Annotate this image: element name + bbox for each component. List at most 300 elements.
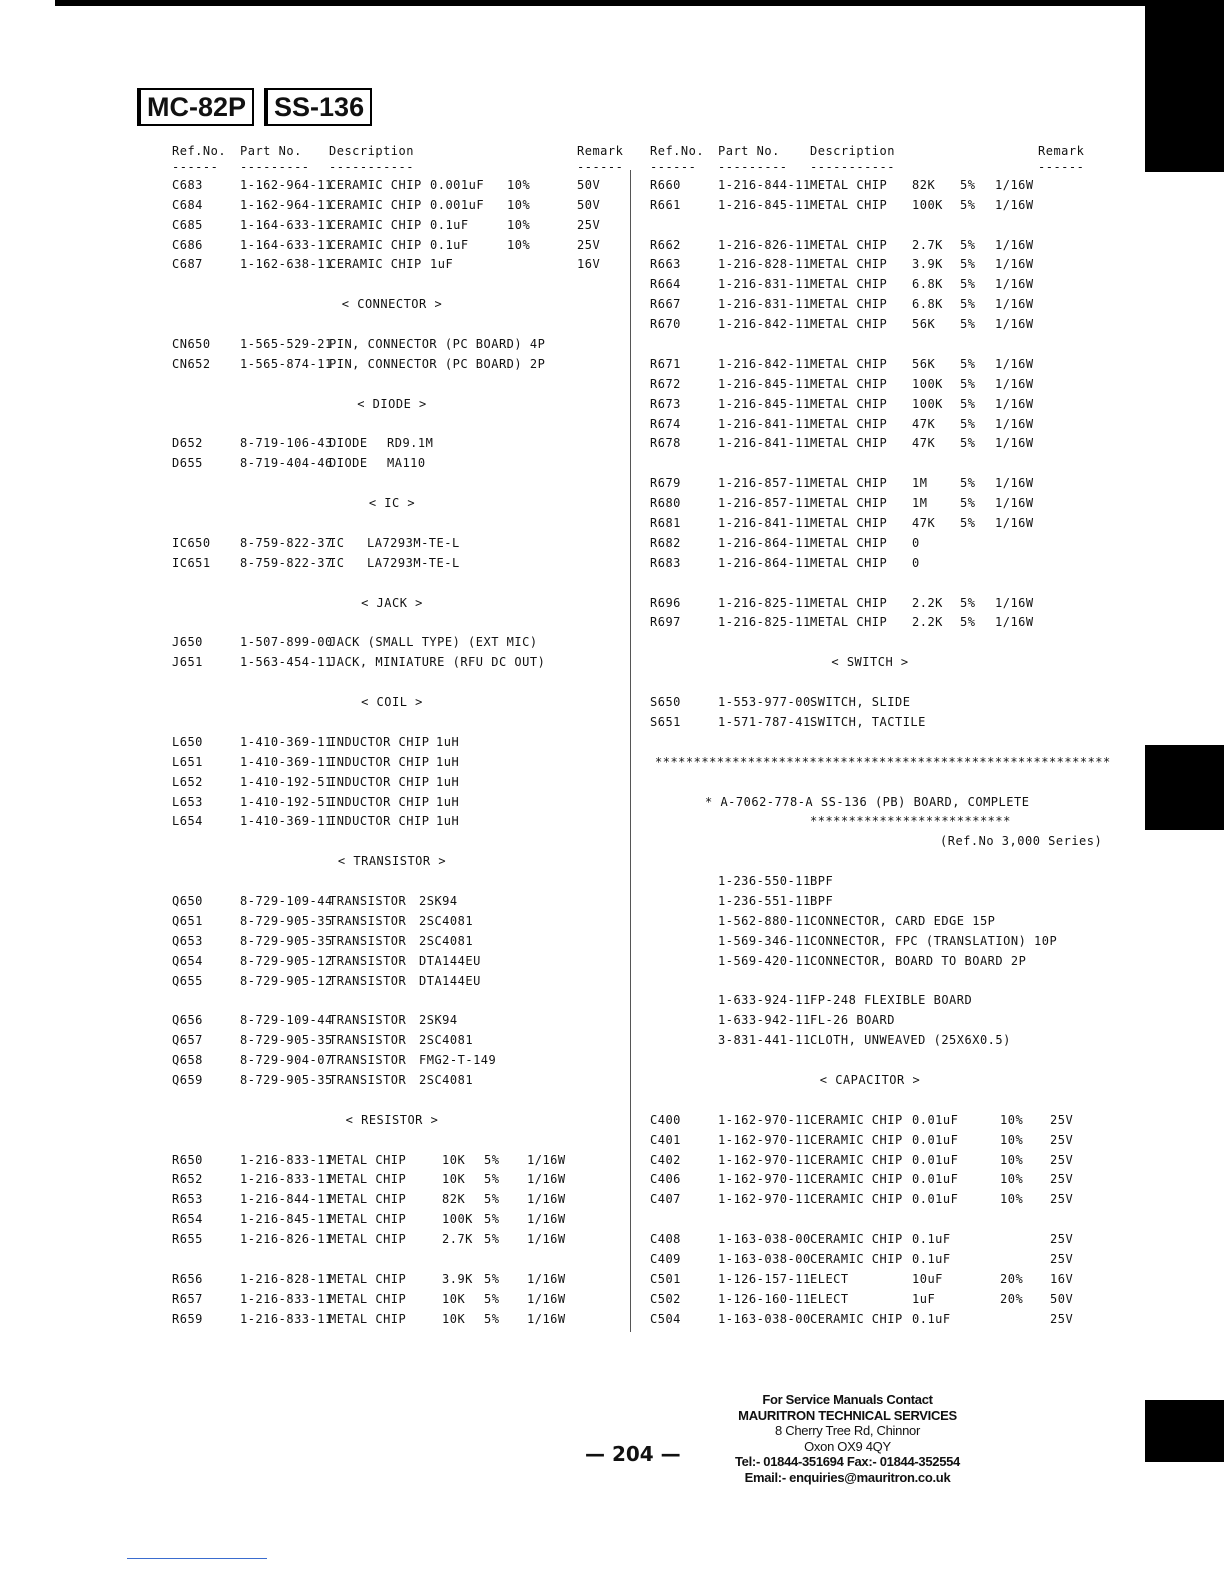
remark: 50V [577,177,601,192]
value: 3.9K [912,257,943,272]
part-row [172,755,612,775]
part-no: 1-216-842-11 [718,356,811,371]
spacer [650,735,1090,755]
remark: 1/16W [527,1271,566,1286]
type-value: 1uH [436,754,460,769]
part-no: 1-216-828-11 [240,1271,333,1286]
ref-no: R680 [650,496,681,511]
description: CERAMIC CHIP [810,1192,903,1207]
tolerance: 20% [1000,1271,1024,1286]
value: 0.01uF [912,1192,959,1207]
remark: 50V [1050,1291,1074,1306]
remark: 16V [577,257,601,272]
value: 82K [442,1192,466,1207]
header-description: Description [810,144,895,158]
ref-no: R670 [650,317,681,332]
part-row [172,655,612,675]
spacer [172,1252,612,1272]
part-row [650,238,1090,258]
ref-no: R652 [172,1172,203,1187]
spacer [650,576,1090,596]
part-no: 1-216-864-11 [718,555,811,570]
ref-no: C504 [650,1311,681,1326]
link-underline [127,1558,267,1559]
value: 10K [442,1152,466,1167]
part-no: 1-126-160-11 [718,1291,811,1306]
section-title-text: < TRANSISTOR > [337,854,447,869]
ref-no: Q654 [172,953,203,968]
ref-no: R663 [650,257,681,272]
tolerance: 10% [1000,1192,1024,1207]
ref-no: Q658 [172,1053,203,1068]
remark: 1/16W [995,237,1034,252]
section-title-text: < DIODE > [357,396,427,411]
section-title [172,1113,612,1133]
ref-no: J651 [172,655,203,670]
board-title-underline-text: ************************** [810,814,1011,829]
part-row [650,317,1090,337]
description: CERAMIC CHIP [329,257,422,272]
part-row [650,1292,1090,1312]
ref-no: C502 [650,1291,681,1306]
value: 0 [912,535,920,550]
part-no: 1-216-841-11 [718,516,811,531]
spacer [650,635,1090,655]
description: METAL CHIP [810,376,888,391]
part-no: 1-162-638-11 [240,257,333,272]
description: CERAMIC CHIP [329,217,422,232]
description: PIN, CONNECTOR (PC BOARD) 2P [329,356,546,371]
part-row [650,615,1090,635]
part-row [172,556,612,576]
remark: 1/16W [527,1172,566,1187]
description: JACK, MINIATURE (RFU DC OUT) [329,655,546,670]
part-row [650,1272,1090,1292]
tolerance: 10% [1000,1172,1024,1187]
description: METAL CHIP [810,277,888,292]
remark: 25V [1050,1172,1074,1187]
remark: 1/16W [995,376,1034,391]
remark: 16V [1050,1271,1074,1286]
part-row [650,357,1090,377]
part-row [650,297,1090,317]
part-no: 1-562-880-11 [718,913,811,928]
remark: 1/16W [995,197,1034,212]
section-title [172,596,612,616]
value: 56K [912,356,936,371]
header-description: Description [329,144,414,158]
part-no: 1-633-942-11 [718,1013,811,1028]
dash-rule: ------ [650,159,697,174]
description: METAL CHIP [810,197,888,212]
contact-line: Email:- enquiries@mauritron.co.uk [744,1469,951,1485]
ref-no: C683 [172,177,203,192]
description: FP-248 FLEXIBLE BOARD [810,993,973,1008]
description: METAL CHIP [810,257,888,272]
part-no: 1-164-633-11 [240,217,333,232]
value: 0.001uF [430,177,485,192]
remark: 1/16W [995,257,1034,272]
spacer [650,974,1090,994]
part-row [172,1053,612,1073]
part-row [650,178,1090,198]
part-row [172,436,612,456]
dash-rule: ------ [1038,159,1085,174]
description: METAL CHIP [810,555,888,570]
series-note [650,834,1103,854]
spacer [172,516,612,536]
part-no: 1-236-550-11 [718,874,811,889]
tolerance: 5% [484,1192,500,1207]
description: METAL CHIP [810,297,888,312]
ref-no: C407 [650,1192,681,1207]
part-no: 1-216-844-11 [718,177,811,192]
value: 100K [912,396,943,411]
tolerance: 10% [507,237,531,252]
section-title-text: < RESISTOR > [345,1112,439,1127]
column-header [650,140,1090,160]
remark: 1/16W [527,1212,566,1227]
part-row [172,1013,612,1033]
ref-no: IC651 [172,555,211,570]
type-value: 2SC4081 [419,933,474,948]
part-no: 1-565-874-11 [240,356,333,371]
ref-no: L650 [172,734,203,749]
spacer [650,1212,1090,1232]
part-row [172,735,612,755]
ref-no: R681 [650,516,681,531]
ref-no: R697 [650,615,681,630]
tolerance: 20% [1000,1291,1024,1306]
tolerance: 5% [960,277,976,292]
description: METAL CHIP [329,1212,407,1227]
tolerance: 10% [1000,1152,1024,1167]
part-no: 1-162-970-11 [718,1172,811,1187]
part-row [172,1172,612,1192]
description: CERAMIC CHIP [329,177,422,192]
remark: 1/16W [995,396,1034,411]
part-row [172,1153,612,1173]
ref-no: C687 [172,257,203,272]
description: CERAMIC CHIP [810,1251,903,1266]
spacer [172,675,612,695]
dash-rule: --------- [718,159,788,174]
part-no: 1-162-970-11 [718,1132,811,1147]
part-no: 1-216-845-11 [718,396,811,411]
part-row [650,536,1090,556]
ref-no: J650 [172,635,203,650]
board-title [650,795,1090,815]
part-no: 1-507-899-00 [240,635,333,650]
spacer [172,874,612,894]
part-no: 1-236-551-11 [718,893,811,908]
part-no: 1-410-369-11 [240,814,333,829]
value: 2.7K [442,1232,473,1247]
part-row [650,476,1090,496]
part-row [172,894,612,914]
part-row [650,695,1090,715]
type-value: RD9.1M [387,436,434,451]
part-no: 1-571-787-41 [718,714,811,729]
spacer [172,715,612,735]
value: 100K [442,1212,473,1227]
part-no: 1-216-845-11 [718,197,811,212]
type-value: MA110 [387,456,426,471]
value: 0.01uF [912,1172,959,1187]
part-no: 1-216-826-11 [718,237,811,252]
part-no: 1-216-844-11 [240,1192,333,1207]
board-part-row [650,894,1090,914]
spacer [650,1053,1090,1073]
description: METAL CHIP [810,436,888,451]
ref-no: C686 [172,237,203,252]
section-title-text: < CONNECTOR > [341,297,443,312]
ref-no: C685 [172,217,203,232]
remark: 1/16W [995,436,1034,451]
value: 10K [442,1172,466,1187]
tolerance: 10% [507,177,531,192]
description: METAL CHIP [810,317,888,332]
part-no: 1-162-970-11 [718,1152,811,1167]
ref-no: C684 [172,197,203,212]
value: 10uF [912,1271,943,1286]
remark: 1/16W [527,1232,566,1247]
description: CERAMIC CHIP [810,1132,903,1147]
value: 0.1uF [430,217,469,232]
edge-mark [1145,1400,1224,1462]
description: METAL CHIP [329,1152,407,1167]
part-no: 1-216-845-11 [240,1212,333,1227]
description: ELECT [810,1291,849,1306]
ref-no: R672 [650,376,681,391]
value: 3.9K [442,1271,473,1286]
ref-no: R683 [650,555,681,570]
ref-no: C401 [650,1132,681,1147]
contact-line: Tel:- 01844-351694 Fax:- 01844-352554 [735,1454,960,1469]
ref-no: C406 [650,1172,681,1187]
value: 1uF [430,257,454,272]
tolerance: 10% [507,217,531,232]
remark: 1/16W [995,277,1034,292]
part-no: 8-729-109-44 [240,1013,333,1028]
part-no: 1-163-038-00 [718,1311,811,1326]
remark: 25V [577,237,601,252]
section-title [172,496,612,516]
part-no: 1-569-420-11 [718,953,811,968]
value: 47K [912,416,936,431]
dash-rule: --------- [240,159,310,174]
type-value: 2SK94 [419,1013,458,1028]
remark: 50V [577,197,601,212]
value: 0.1uF [912,1232,951,1247]
part-row [172,814,612,834]
board-part-row [650,1013,1090,1033]
description: DIODE [329,436,368,451]
part-no: 1-162-970-11 [718,1112,811,1127]
header-part-no: Part No. [240,144,302,158]
part-row [650,1232,1090,1252]
tolerance: 10% [1000,1132,1024,1147]
ref-no: R656 [172,1271,203,1286]
description: CERAMIC CHIP [329,197,422,212]
remark: 1/16W [995,356,1034,371]
tolerance: 5% [960,595,976,610]
ref-no: L653 [172,794,203,809]
description: METAL CHIP [810,416,888,431]
tolerance: 5% [484,1232,500,1247]
remark: 1/16W [995,595,1034,610]
ref-no: D655 [172,456,203,471]
tolerance: 10% [507,197,531,212]
part-row [172,1292,612,1312]
part-row [650,1172,1090,1192]
part-row [172,178,612,198]
remark: 25V [1050,1112,1074,1127]
description: JACK (SMALL TYPE) (EXT MIC) [329,635,538,650]
part-no: 8-719-404-46 [240,456,333,471]
spacer [650,854,1090,874]
part-no: 1-163-038-00 [718,1251,811,1266]
ref-no: L652 [172,774,203,789]
ref-no: R662 [650,237,681,252]
description: SWITCH, SLIDE [810,695,911,710]
contact-line: 8 Cherry Tree Rd, Chinnor [775,1423,920,1438]
top-border [55,0,1145,6]
part-no: 8-719-106-43 [240,436,333,451]
part-row [650,277,1090,297]
part-no: 1-633-924-11 [718,993,811,1008]
part-row [650,516,1090,536]
remark: 1/16W [995,416,1034,431]
tolerance: 5% [484,1291,500,1306]
part-row [172,337,612,357]
section-title-text: < COIL > [361,695,423,710]
tolerance: 5% [484,1271,500,1286]
description: CERAMIC CHIP [810,1152,903,1167]
remark: 1/16W [995,177,1034,192]
header-rule [172,159,624,178]
left-parts-column [172,140,624,1332]
part-row [172,536,612,556]
description: CERAMIC CHIP [810,1311,903,1326]
spacer [172,476,612,496]
description: TRANSISTOR [329,1013,407,1028]
value: 1M [912,496,928,511]
tolerance: 5% [960,496,976,511]
ref-no: Q653 [172,933,203,948]
description: CERAMIC CHIP [810,1232,903,1247]
section-title [172,854,612,874]
value: 2.2K [912,595,943,610]
spacer [172,317,612,337]
part-row [650,257,1090,277]
ref-no: Q655 [172,973,203,988]
type-value: 2SC4081 [419,1072,474,1087]
section-title-text: < JACK > [361,595,423,610]
ref-no: Q657 [172,1033,203,1048]
remark: 1/16W [995,317,1034,332]
tolerance: 5% [960,615,976,630]
part-no: 1-216-833-11 [240,1172,333,1187]
part-no: 8-729-109-44 [240,893,333,908]
ref-no: Q650 [172,893,203,908]
description: FL-26 BOARD [810,1013,895,1028]
value: 82K [912,177,936,192]
value: 6.8K [912,297,943,312]
part-no: 1-162-970-11 [718,1192,811,1207]
board-part-row [650,1033,1090,1053]
column-header [172,140,624,160]
description: METAL CHIP [810,496,888,511]
value: 2.2K [912,615,943,630]
description: CONNECTOR, BOARD TO BOARD 2P [810,953,1027,968]
tolerance: 5% [960,297,976,312]
part-row [172,1033,612,1053]
dash-rule: ------ [577,159,624,174]
ref-no: IC650 [172,535,211,550]
ref-no: Q651 [172,913,203,928]
remark: 1/16W [527,1192,566,1207]
value: 56K [912,317,936,332]
remark: 25V [577,217,601,232]
description: METAL CHIP [810,595,888,610]
section-title-text: < CAPACITOR > [819,1072,921,1087]
value: 100K [912,197,943,212]
part-no: 1-216-833-11 [240,1152,333,1167]
model-labels [137,88,382,126]
spacer [172,377,612,397]
separator-stars-text: *********************************************************** [655,754,1111,769]
remark: 25V [1050,1192,1074,1207]
model-label: SS-136 [264,88,372,126]
right-parts-column [650,140,1111,1332]
part-no: 8-729-905-35 [240,1033,333,1048]
description: BPF [810,874,834,889]
type-value: 1uH [436,814,460,829]
ref-no: R655 [172,1232,203,1247]
part-no: 1-216-828-11 [718,257,811,272]
ref-no: Q659 [172,1072,203,1087]
part-no: 1-410-369-11 [240,754,333,769]
description: CERAMIC CHIP [329,237,422,252]
section-title [172,297,612,317]
description: METAL CHIP [810,177,888,192]
part-no: 1-162-964-11 [240,177,333,192]
tolerance: 5% [960,317,976,332]
description: CONNECTOR, CARD EDGE 15P [810,913,996,928]
remark: 1/16W [995,496,1034,511]
description: METAL CHIP [810,396,888,411]
ref-no: R660 [650,177,681,192]
value: 0.01uF [912,1112,959,1127]
part-row [172,238,612,258]
description: TRANSISTOR [329,933,407,948]
spacer [650,1093,1090,1113]
dash-rule: ------ [172,159,219,174]
edge-mark [1145,745,1224,830]
spacer [650,337,1090,357]
type-value: LA7293M-TE-L [367,555,460,570]
part-row [172,456,612,476]
description: METAL CHIP [329,1311,407,1326]
description: TRANSISTOR [329,1072,407,1087]
section-title [650,1073,1090,1093]
description: TRANSISTOR [329,893,407,908]
description: CERAMIC CHIP [810,1172,903,1187]
ref-no: D652 [172,436,203,451]
model-label: MC-82P [137,88,254,126]
description: INDUCTOR CHIP [329,794,430,809]
